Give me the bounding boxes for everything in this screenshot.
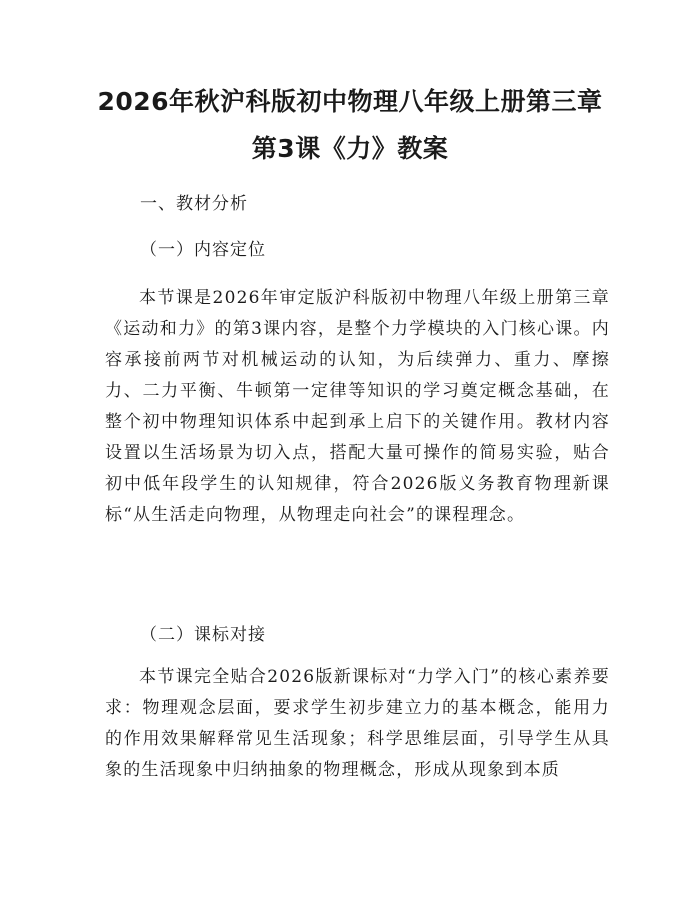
document-title-line-1: 2026年秋沪科版初中物理八年级上册第三章 bbox=[97, 87, 603, 116]
document-title-line-2: 第3课《力》教案 bbox=[251, 134, 449, 163]
subsection-heading-curriculum-alignment: （二）课标对接 bbox=[140, 625, 266, 645]
paragraph-curriculum-alignment: 本节课完全贴合2026版新课标对“力学入门”的核心素养要求：物理观念层面，要求学生初步建立力的基本概念，能用力的作用效果解释常见生活现象；科学思维层面，引导学生从具象的生活现象中归纳抽象的物理概念，形成从现象到本质 bbox=[105, 667, 610, 780]
subsection-heading-content-positioning: （一）内容定位 bbox=[140, 240, 266, 260]
paragraph-content-positioning: 本节课是2026年审定版沪科版初中物理八年级上册第三章《运动和力》的第3课内容，是整个力学模块的入门核心课。内容承接前两节对机械运动的认知，为后续弹力、重力、摩擦力、二力平衡、牛顿第一定律等知识的学习奠定概念基础，在整个初中物理知识体系中起到承上启下的关键作用。教材内容设置以生活场景为切入点，搭配大量可操作的简易实验，贴合初中低年段学生的认知规律，符合2026版义务教育物理新课标“从生活走向物理，从物理走向社会”的课程理念。 bbox=[105, 288, 610, 525]
section-heading-textbook-analysis: 一、教材分析 bbox=[140, 194, 248, 214]
